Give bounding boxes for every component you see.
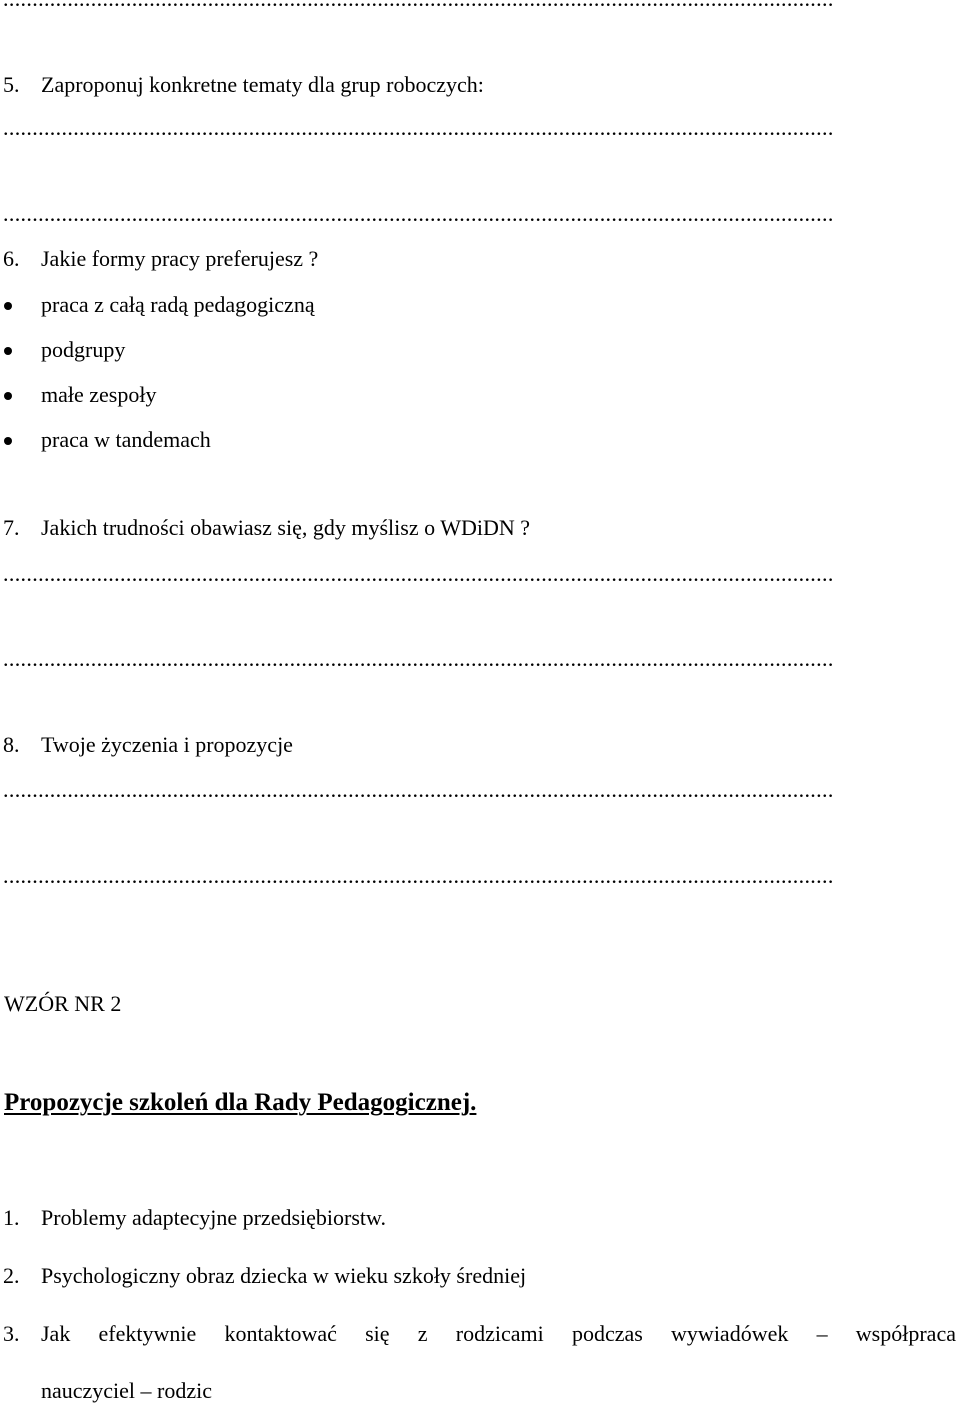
topic-3-word: podczas [571, 1321, 643, 1346]
option-item: małe zespoły [41, 382, 157, 407]
question-5-text: Zaproponuj konkretne tematy dla grup roboczych: [41, 72, 484, 97]
option-item: praca z całą radą pedagogiczną [41, 292, 315, 317]
topic-3-word: rodzicami [455, 1321, 544, 1346]
answer-line[interactable] [3, 0, 915, 8]
bullet-icon [4, 392, 12, 400]
question-6-text: Jakie formy pracy preferujesz ? [41, 246, 319, 271]
topic-3-number: 3. [3, 1321, 20, 1346]
topic-3-text [41, 1323, 956, 1345]
topic-3-word: kontaktować [224, 1321, 337, 1346]
topic-3-word: – [816, 1321, 828, 1346]
answer-line[interactable]: .............................................................................................................................................. [3, 865, 834, 885]
section-heading: Propozycje szkoleń dla Rady Pedagogicznej. [4, 1089, 477, 1116]
question-8-text: Twoje życzenia i propozycje [41, 732, 293, 757]
answer-line[interactable]: .............................................................................................................................................. [3, 203, 834, 223]
question-7-number: 7. [3, 515, 20, 540]
answer-line[interactable]: .............................................................................................................................................. [3, 563, 834, 583]
question-5-number: 5. [3, 72, 20, 97]
option-item: praca w tandemach [41, 427, 211, 452]
topic-1-number: 1. [3, 1205, 20, 1230]
bullet-icon [4, 347, 12, 355]
topic-3-word: współpraca [855, 1321, 956, 1346]
bullet-icon [4, 302, 12, 310]
answer-line[interactable]: .............................................................................................................................................. [3, 779, 834, 799]
topic-3-continuation: nauczyciel – rodzic [41, 1378, 213, 1403]
topic-3-word: się [365, 1321, 390, 1346]
topic-3-word: efektywnie [98, 1321, 197, 1346]
question-6-number: 6. [3, 246, 20, 271]
answer-line[interactable]: .............................................................................................................................................. [3, 648, 834, 668]
topic-2-number: 2. [3, 1263, 20, 1288]
topic-3-word: wywiadówek [671, 1321, 789, 1346]
bullet-icon [4, 437, 12, 445]
topic-2-text: Psychologiczny obraz dziecka w wieku szkoły średniej [41, 1263, 527, 1288]
topic-1-text: Problemy adaptecyjne przedsiębiorstw. [41, 1205, 386, 1230]
option-item: podgrupy [41, 337, 126, 362]
pattern-title: WZÓR NR 2 [4, 991, 122, 1016]
question-7-text: Jakich trudności obawiasz się, gdy myślisz o WDiDN ? [41, 515, 531, 540]
topic-3-word: Jak [41, 1321, 71, 1346]
question-8-number: 8. [3, 732, 20, 757]
topic-3-word: z [417, 1321, 428, 1346]
answer-line[interactable]: .............................................................................................................................................. [3, 117, 834, 137]
